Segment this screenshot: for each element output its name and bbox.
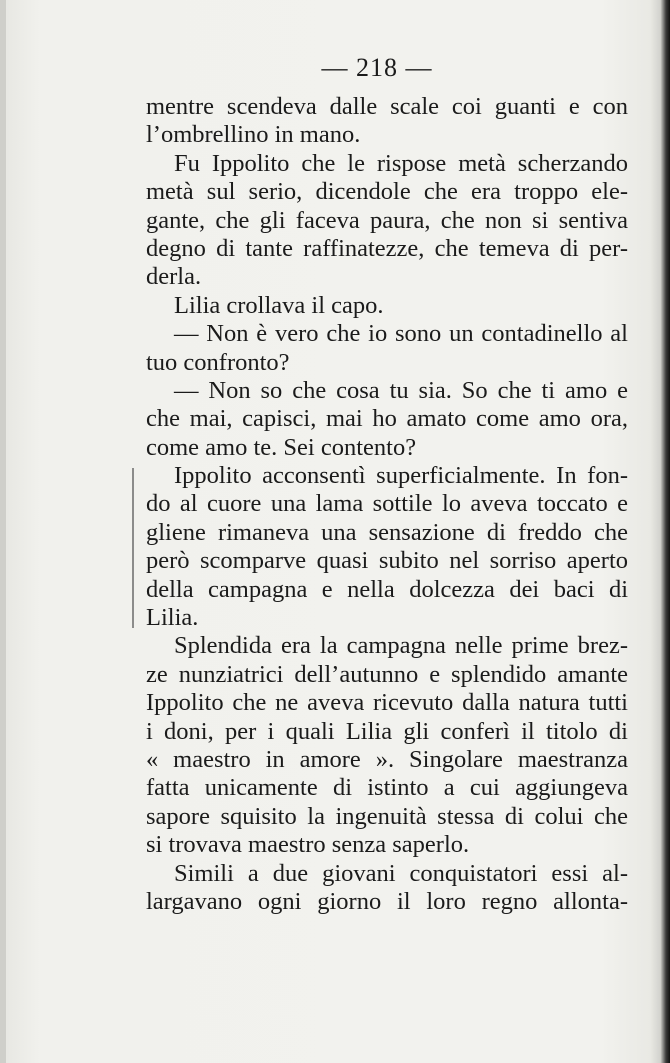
text-line: fatta unicamente di istinto a cui aggiungeva (146, 774, 628, 802)
text-line: — Non so che cosa tu sia. So che ti amo e (174, 376, 628, 404)
text-line: Lilia crollava il capo. (174, 291, 384, 319)
text-line: gliene rimaneva una sensazione di freddo che (146, 518, 628, 546)
page-number: — 218 — (321, 53, 433, 82)
text-line: si trovava maestro senza saperlo. (146, 831, 470, 859)
body-text (146, 93, 628, 916)
text-line: Splendida era la campagna nelle prime brez- (174, 632, 628, 660)
text-line: l’ombrellino in mano. (146, 121, 361, 149)
text-line: della campagna e nella dolcezza dei baci di (146, 575, 628, 603)
text-line: però scomparve quasi subito nel sorriso aperto (146, 547, 628, 575)
text-line: sapore squisito la ingenuità stessa di colui che (146, 802, 628, 830)
text-line: — Non è vero che io sono un contadinello al (174, 320, 628, 348)
text-line: « maestro in amore ». Singolare maestranza (146, 745, 628, 773)
spine-shadow (0, 0, 6, 1063)
text-line: metà sul serio, dicendole che era troppo ele- (146, 178, 628, 206)
text-line: degno di tante raffinatezze, che temeva di per- (146, 234, 628, 262)
text-line: gante, che gli faceva paura, che non si sentiva (146, 206, 628, 234)
text-line: largavano ogni giorno il loro regno allonta- (146, 887, 628, 915)
text-line: derla. (146, 263, 202, 291)
text-line: ze nunziatrici dell’autunno e splendido amante (146, 660, 628, 688)
text-line: Ippolito che ne aveva ricevuto dalla natura tutti (146, 689, 628, 717)
text-line: Fu Ippolito che le rispose metà scherzando (174, 149, 628, 177)
text-line: tuo confronto? (146, 348, 290, 376)
text-line: come amo te. Sei contento? (146, 433, 417, 461)
text-line: mentre scendeva dalle scale coi guanti e con (146, 93, 628, 120)
margin-line-mark (132, 468, 134, 628)
text-line: do al cuore una lama sottile lo aveva toccato e (146, 490, 628, 518)
text-line: Simili a due giovani conquistatori essi al- (174, 859, 628, 887)
page-edge (660, 0, 670, 1063)
text-line: Ippolito acconsentì superficialmente. In fon- (174, 462, 628, 490)
text-line: Lilia. (146, 604, 199, 632)
text-line: i doni, per i quali Lilia gli conferì il titolo di (146, 717, 628, 745)
text-line: che mai, capisci, mai ho amato come amo ora, (146, 405, 628, 433)
